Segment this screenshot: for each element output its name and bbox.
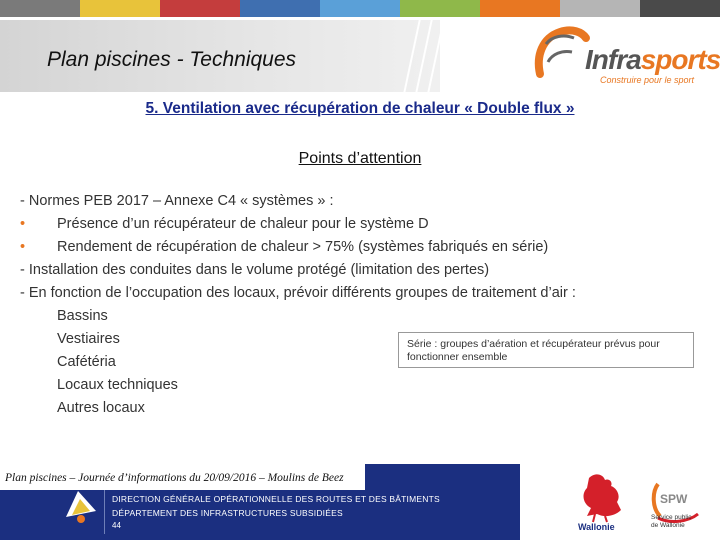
list-item: - En fonction de l’occupation des locaux, prévoir différents groupes de traitement d’air : xyxy=(20,285,576,301)
list-item: - Normes PEB 2017 – Annexe C4 « systèmes » : xyxy=(20,193,334,209)
section-title: 5. Ventilation avec récupération de chaleur « Double flux » xyxy=(145,100,575,117)
points-title: Points d’attention xyxy=(298,150,422,167)
bullet-icon: • xyxy=(20,239,26,255)
strip-segment xyxy=(80,0,160,17)
top-color-strip xyxy=(0,0,720,17)
wallonie-label: Wallonie xyxy=(578,522,615,532)
strip-segment xyxy=(320,0,400,17)
footer-event-note: Plan piscines – Journée d’informations du 20/09/2016 – Moulins de Beez xyxy=(5,472,344,484)
strip-segment xyxy=(160,0,240,17)
list-item: Rendement de récupération de chaleur > 75% (systèmes fabriqués en série) xyxy=(57,239,549,255)
list-item: Autres locaux xyxy=(57,400,145,416)
infrasports-logo-text: Infrasports xyxy=(585,44,720,75)
page-number: 44 xyxy=(112,521,121,530)
logo-tagline: Construire pour le sport xyxy=(600,75,695,85)
spw-label: SPW xyxy=(660,492,688,506)
list-item: Locaux techniques xyxy=(57,377,178,393)
dgo-logo-icon xyxy=(62,485,100,525)
list-item: Cafétéria xyxy=(57,354,116,370)
list-item: Présence d’un récupérateur de chaleur pour le système D xyxy=(57,216,429,232)
strip-segment xyxy=(560,0,640,17)
note-box: Série : groupes d’aération et récupérateur prévus pour fonctionner ensemble xyxy=(398,332,694,368)
list-item: - Installation des conduites dans le volume protégé (limitation des pertes) xyxy=(20,262,490,278)
footer-divider xyxy=(104,490,105,534)
list-item: Bassins xyxy=(57,308,108,324)
footer-department-line: DÉPARTEMENT DES INFRASTRUCTURES SUBSIDIÉES xyxy=(112,508,343,518)
strip-segment xyxy=(480,0,560,17)
strip-segment xyxy=(640,0,720,17)
list-item: Vestiaires xyxy=(57,331,120,347)
bullet-icon: • xyxy=(20,216,26,232)
strip-segment xyxy=(400,0,480,17)
strip-segment xyxy=(0,0,80,17)
spw-subtitle: Service public de Wallonie xyxy=(651,514,692,529)
strip-segment xyxy=(240,0,320,17)
slide-title: Plan piscines - Techniques xyxy=(47,48,297,71)
footer-direction-line: DIRECTION GÉNÉRALE OPÉRATIONNELLE DES ROUTES ET DES BÂTIMENTS xyxy=(112,494,440,504)
